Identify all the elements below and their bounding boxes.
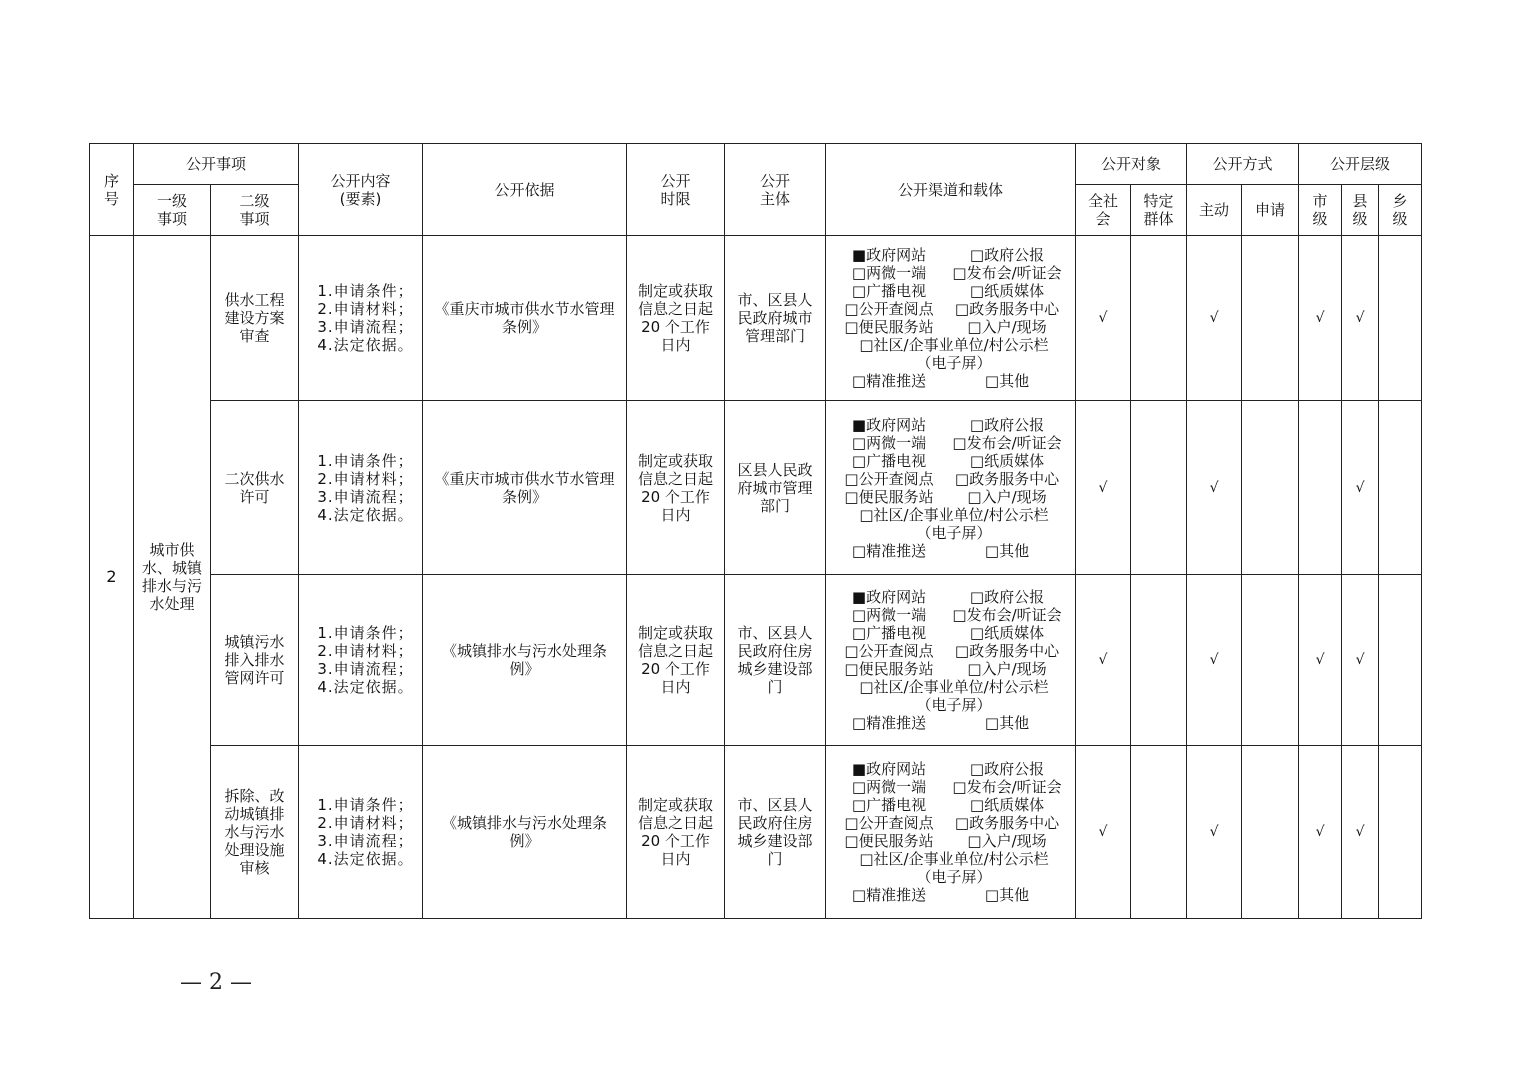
- channel-two-micro: □两微一端: [851, 264, 927, 282]
- row-subject: 市、区县人民政府住房城乡建设部门: [725, 575, 826, 746]
- header-level-county: 县级: [1342, 185, 1379, 236]
- row-content: 1.申请条件； 2.申请材料； 3.申请流程； 4.法定依据。: [299, 236, 423, 401]
- channel-community: □社区/企事业单位/村公示栏: [859, 678, 1049, 696]
- row-level2: 城镇污水排入排水管网许可: [211, 575, 299, 746]
- channel-public-reading: □公开查阅点: [844, 642, 934, 660]
- row-subject: 市、区县人民政府城市管理部门: [725, 236, 826, 401]
- channel-broadcast: □广播电视: [851, 451, 927, 470]
- check-audience-all: √: [1076, 236, 1131, 401]
- channel-gov-gazette: □政府公报: [969, 760, 1045, 778]
- row-time-limit: 制定或获取信息之日起 20 个工作日内: [627, 236, 725, 401]
- channel-household: □入户/现场: [967, 660, 1047, 678]
- channel-press-conf: □发布会/听证会: [952, 264, 1062, 282]
- channel-community: □社区/企事业单位/村公示栏: [859, 850, 1049, 868]
- row-channels: [826, 401, 1076, 575]
- channel-press-conf: □发布会/听证会: [952, 606, 1062, 624]
- channel-paper-media: □纸质媒体: [969, 796, 1045, 814]
- channel-service-station: □便民服务站: [844, 832, 934, 850]
- channel-paper-media: □纸质媒体: [969, 451, 1045, 470]
- channel-precise-push: □精准推送: [851, 886, 927, 904]
- check-level-city: [1299, 401, 1342, 575]
- row-basis: 《城镇排水与污水处理条例》: [423, 746, 627, 919]
- channel-gov-website: ■政府网站: [851, 246, 927, 264]
- header-audience-specific: 特定群体: [1131, 185, 1187, 236]
- channel-press-conf: □发布会/听证会: [952, 433, 1062, 452]
- channel-two-micro: □两微一端: [851, 433, 927, 452]
- check-level-county: √: [1342, 236, 1379, 401]
- check-level-city: √: [1299, 236, 1342, 401]
- channel-precise-push: □精准推送: [851, 714, 927, 732]
- channel-other: □其他: [984, 714, 1030, 732]
- check-level-town: [1379, 746, 1422, 919]
- row-basis: 《重庆市城市供水节水管理条例》: [423, 401, 627, 575]
- row-channels: [826, 746, 1076, 919]
- row-content: 1.申请条件； 2.申请材料； 3.申请流程； 4.法定依据。: [299, 575, 423, 746]
- check-method-active: √: [1187, 746, 1242, 919]
- channel-service-station: □便民服务站: [844, 660, 934, 678]
- channel-community: □社区/企事业单位/村公示栏: [859, 336, 1049, 354]
- row-time-limit: 制定或获取信息之日起 20 个工作日内: [627, 575, 725, 746]
- header-method-apply: 申请: [1242, 185, 1299, 236]
- header-level2: 二级事项: [211, 185, 299, 236]
- channel-broadcast: □广播电视: [851, 624, 927, 642]
- channel-gov-gazette: □政府公报: [969, 588, 1045, 606]
- check-method-apply: [1242, 746, 1299, 919]
- row-level2: 二次供水许可: [211, 401, 299, 575]
- channel-public-reading: □公开查阅点: [844, 300, 934, 318]
- channel-gov-website: ■政府网站: [851, 588, 927, 606]
- header-channels: 公开渠道和载体: [826, 144, 1076, 236]
- check-level-town: [1379, 575, 1422, 746]
- channel-household: □入户/现场: [967, 832, 1047, 850]
- header-seq: 序号: [90, 144, 134, 236]
- check-audience-all: √: [1076, 746, 1131, 919]
- channel-other: □其他: [984, 886, 1030, 904]
- check-audience-all: √: [1076, 575, 1131, 746]
- channel-precise-push: □精准推送: [851, 541, 927, 560]
- channel-paper-media: □纸质媒体: [969, 624, 1045, 642]
- check-audience-all: √: [1076, 401, 1131, 575]
- channel-service-center: □政务服务中心: [954, 814, 1060, 832]
- table-row: [90, 575, 1422, 746]
- channel-public-reading: □公开查阅点: [844, 814, 934, 832]
- check-method-active: √: [1187, 575, 1242, 746]
- channel-screen: （电子屏）: [916, 868, 992, 886]
- channel-community: □社区/企事业单位/村公示栏: [859, 505, 1049, 524]
- channel-gov-gazette: □政府公报: [969, 415, 1045, 434]
- row-basis: 《城镇排水与污水处理条例》: [423, 575, 627, 746]
- check-method-active: √: [1187, 401, 1242, 575]
- row-time-limit: 制定或获取信息之日起 20 个工作日内: [627, 401, 725, 575]
- header-basis: 公开依据: [423, 144, 627, 236]
- row-subject: 区县人民政府城市管理部门: [725, 401, 826, 575]
- header-row-1: [90, 144, 1422, 185]
- channel-other: □其他: [984, 541, 1030, 560]
- row-time-limit: 制定或获取信息之日起 20 个工作日内: [627, 746, 725, 919]
- check-method-apply: [1242, 236, 1299, 401]
- header-level-town: 乡级: [1379, 185, 1422, 236]
- channel-two-micro: □两微一端: [851, 778, 927, 796]
- header-level1: 一级事项: [134, 185, 211, 236]
- channel-broadcast: □广播电视: [851, 282, 927, 300]
- check-level-city: √: [1299, 575, 1342, 746]
- check-level-city: √: [1299, 746, 1342, 919]
- header-method: 公开方式: [1187, 144, 1299, 185]
- channel-broadcast: □广播电视: [851, 796, 927, 814]
- channel-press-conf: □发布会/听证会: [952, 778, 1062, 796]
- channel-service-center: □政务服务中心: [954, 300, 1060, 318]
- row-subject: 市、区县人民政府住房城乡建设部门: [725, 746, 826, 919]
- header-level: 公开层级: [1299, 144, 1422, 185]
- check-level-town: [1379, 236, 1422, 401]
- check-audience-specific: [1131, 746, 1187, 919]
- check-level-town: [1379, 401, 1422, 575]
- channel-service-center: □政务服务中心: [954, 469, 1060, 488]
- check-audience-specific: [1131, 236, 1187, 401]
- disclosure-table: [89, 143, 1422, 919]
- check-level-county: √: [1342, 401, 1379, 575]
- group-level1: 城市供水、城镇排水与污水处理: [134, 236, 211, 919]
- channel-household: □入户/现场: [967, 487, 1047, 506]
- header-content: 公开内容(要素): [299, 144, 423, 236]
- check-audience-specific: [1131, 575, 1187, 746]
- row-channels: [826, 575, 1076, 746]
- channel-public-reading: □公开查阅点: [844, 469, 934, 488]
- table-row: [90, 236, 1422, 401]
- row-channels: [826, 236, 1076, 401]
- header-matter: 公开事项: [134, 144, 299, 185]
- header-time-limit: 公开时限: [627, 144, 725, 236]
- channel-two-micro: □两微一端: [851, 606, 927, 624]
- channel-service-center: □政务服务中心: [954, 642, 1060, 660]
- channel-other: □其他: [984, 372, 1030, 390]
- check-level-county: √: [1342, 575, 1379, 746]
- group-seq: 2: [90, 236, 134, 919]
- channel-gov-website: ■政府网站: [851, 415, 927, 434]
- channel-service-station: □便民服务站: [844, 487, 934, 506]
- page-number: — 2 —: [180, 970, 252, 995]
- row-level2: 拆除、改动城镇排水与污水处理设施审核: [211, 746, 299, 919]
- channel-gov-gazette: □政府公报: [969, 246, 1045, 264]
- row-level2: 供水工程建设方案审查: [211, 236, 299, 401]
- channel-screen: （电子屏）: [916, 696, 992, 714]
- table-row: [90, 746, 1422, 919]
- channel-gov-website: ■政府网站: [851, 760, 927, 778]
- table-row: [90, 401, 1422, 575]
- check-audience-specific: [1131, 401, 1187, 575]
- check-method-apply: [1242, 575, 1299, 746]
- channel-service-station: □便民服务站: [844, 318, 934, 336]
- check-method-active: √: [1187, 236, 1242, 401]
- check-method-apply: [1242, 401, 1299, 575]
- header-audience: 公开对象: [1076, 144, 1187, 185]
- header-subject: 公开主体: [725, 144, 826, 236]
- row-content: 1.申请条件； 2.申请材料； 3.申请流程； 4.法定依据。: [299, 746, 423, 919]
- header-method-active: 主动: [1187, 185, 1242, 236]
- channel-household: □入户/现场: [967, 318, 1047, 336]
- channel-precise-push: □精准推送: [851, 372, 927, 390]
- channel-paper-media: □纸质媒体: [969, 282, 1045, 300]
- row-content: 1.申请条件； 2.申请材料； 3.申请流程； 4.法定依据。: [299, 401, 423, 575]
- channel-screen: （电子屏）: [916, 523, 992, 542]
- row-basis: 《重庆市城市供水节水管理条例》: [423, 236, 627, 401]
- header-audience-all: 全社会: [1076, 185, 1131, 236]
- channel-screen: （电子屏）: [916, 354, 992, 372]
- check-level-county: √: [1342, 746, 1379, 919]
- header-level-city: 市级: [1299, 185, 1342, 236]
